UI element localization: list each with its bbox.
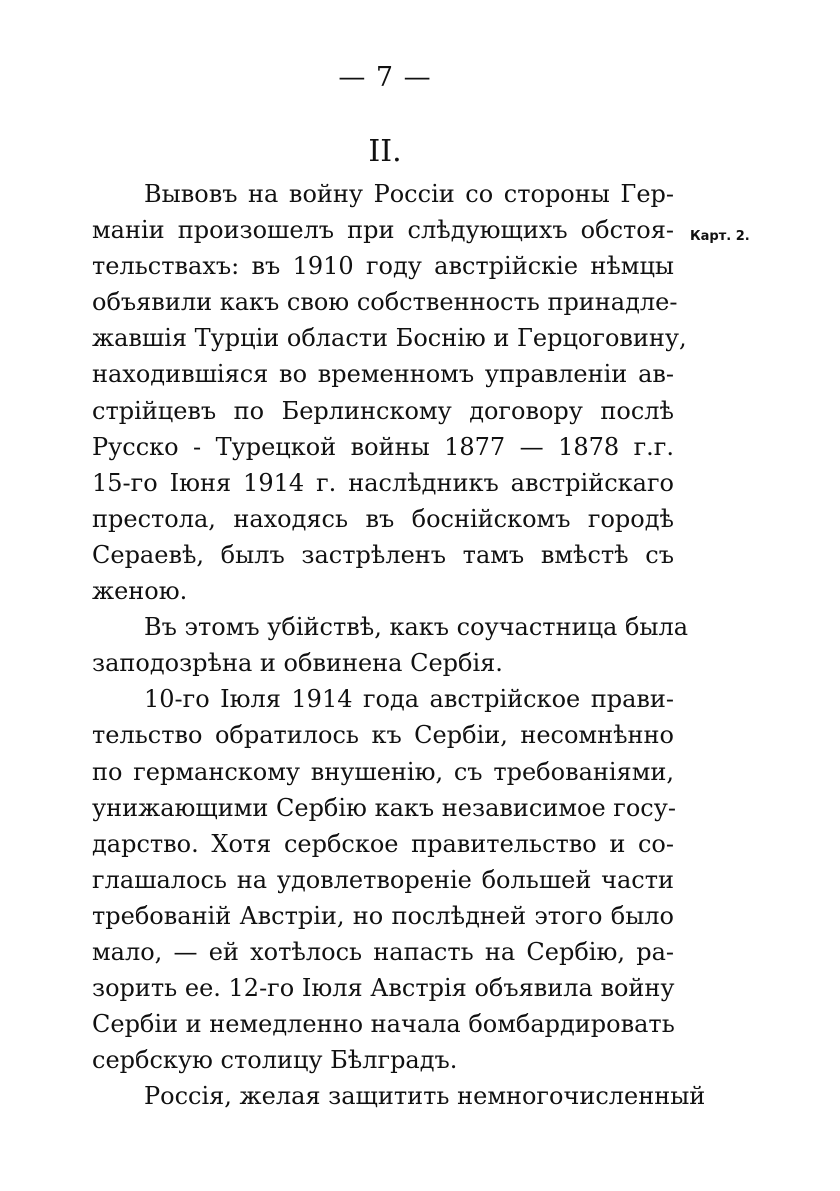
body-text	[92, 176, 706, 1114]
text-line: 10-го Іюля 1914 года австрійское прави-	[144, 685, 674, 714]
text-line: женою.	[92, 577, 188, 606]
text-line: Россія, желая защитить немногочисленный	[144, 1082, 706, 1111]
text-line: зорить ее. 12-го Іюля Австрія объявила войну	[92, 974, 675, 1003]
text-line: дарство. Хотя сербское правительство и со-	[92, 829, 674, 858]
text-line: престола, находясь въ боснійскомъ городѣ	[92, 504, 674, 533]
text-line: заподозрѣна и обвинена Сербія.	[92, 649, 503, 678]
text-line: тельство обратилось къ Сербіи, несомнѣнно	[92, 721, 674, 750]
text-line: Сераевѣ, былъ застрѣленъ тамъ вмѣстѣ съ	[92, 540, 674, 569]
text-line: Русско - Турецкой войны 1877 — 1878 г.г.	[92, 432, 674, 461]
text-line: Въ этомъ убійствѣ, какъ соучастница была	[144, 613, 689, 642]
text-line: 15-го Іюня 1914 г. наслѣдникъ австрійскаго	[92, 468, 674, 497]
text-line: жавшія Турціи области Боснію и Герцоговину,	[92, 324, 687, 353]
text-line: находившіяся во временномъ управленіи ав-	[92, 360, 674, 389]
text-line: по германскому внушенію, съ требованіями,	[92, 757, 674, 786]
text-line: стрійцевъ по Берлинскому договору послѣ	[92, 396, 674, 425]
text-line: мало, — ей хотѣлось напасть на Сербію, ра-	[92, 937, 674, 966]
text-line: маніи произошелъ при слѣдующихъ обстоя-	[92, 216, 674, 245]
page-number: — 7 —	[338, 62, 432, 93]
text-line: глашалось на удовлетвореніе большей части	[92, 865, 674, 894]
text-line: унижающими Сербію какъ независимое госу-	[92, 793, 676, 822]
text-line: Вывовъ на войну Россіи со стороны Гер-	[144, 180, 674, 208]
text-line: тельствахъ: въ 1910 году австрійскіе нѣмцы	[92, 252, 674, 281]
chapter-heading: II.	[368, 134, 402, 169]
margin-note: Карт. 2.	[690, 229, 750, 244]
text-line: требованій Австріи, но послѣдней этого было	[92, 901, 674, 930]
text-line: сербскую столицу Бѣлградъ.	[92, 1046, 458, 1075]
text-line: Сербіи и немедленно начала бомбардировать	[92, 1010, 675, 1039]
text-line: объявили какъ свою собственность принадле-	[92, 288, 678, 317]
